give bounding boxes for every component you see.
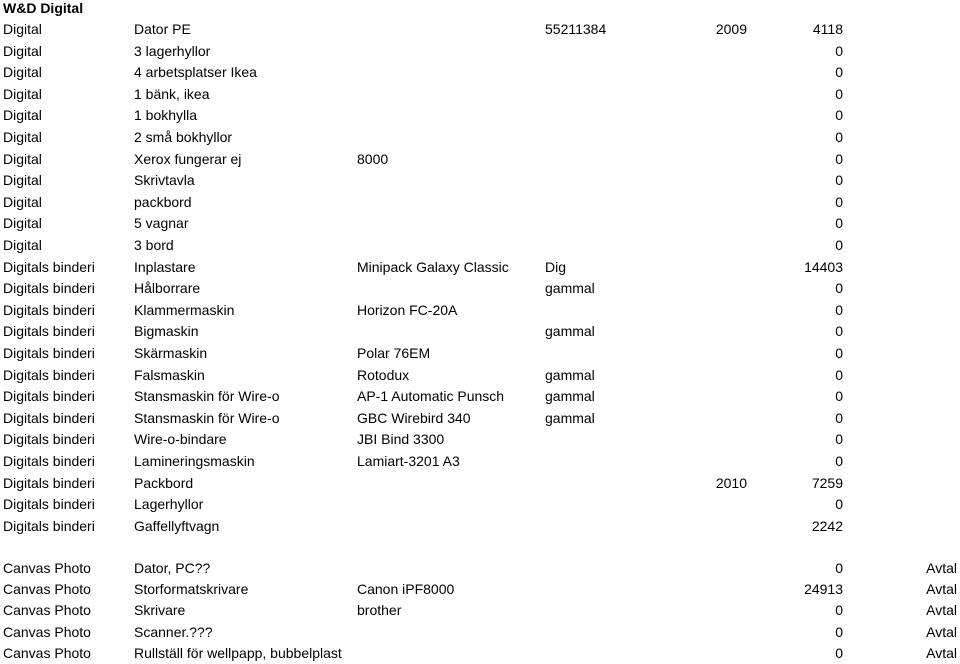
table-row bbox=[0, 301, 960, 319]
table-row bbox=[0, 430, 960, 448]
cell-department: Digitals binderi bbox=[3, 496, 95, 513]
cell-department: Digitals binderi bbox=[3, 345, 95, 361]
cell-year: 2010 bbox=[715, 474, 747, 491]
cell-value: 0 bbox=[835, 323, 843, 340]
cell-item: Skrivtavla bbox=[134, 172, 195, 189]
cell-value: 0 bbox=[835, 560, 843, 576]
cell-contract: Avtal bbox=[926, 602, 957, 619]
cell-value: 0 bbox=[835, 215, 843, 232]
table-row bbox=[0, 452, 960, 470]
cell-department: Digitals binderi bbox=[3, 409, 95, 426]
cell-item: packbord bbox=[134, 193, 192, 210]
cell-department: Digital bbox=[3, 42, 42, 59]
cell-value: 0 bbox=[835, 366, 843, 383]
cell-department: Digital bbox=[3, 172, 42, 189]
cell-serial-or-note: gammal bbox=[545, 323, 595, 340]
cell-department: Digitals binderi bbox=[3, 474, 95, 491]
table-row bbox=[0, 623, 960, 641]
cell-item: Scanner.??? bbox=[134, 623, 213, 640]
table-row bbox=[0, 344, 960, 362]
cell-item: Xerox fungerar ej bbox=[134, 150, 242, 167]
table-row bbox=[0, 236, 960, 254]
table-row bbox=[0, 63, 960, 81]
cell-item: 1 bänk, ikea bbox=[134, 85, 210, 102]
cell-item: Lamineringsmaskin bbox=[134, 453, 255, 469]
cell-serial-or-note: gammal bbox=[545, 366, 595, 383]
cell-item: Gaffellyftvagn bbox=[134, 517, 220, 534]
cell-department: Canvas Photo bbox=[3, 623, 91, 640]
cell-department: Digitals binderi bbox=[3, 431, 95, 448]
cell-item: Rullställ för wellpapp, bubbelplast bbox=[134, 644, 342, 661]
cell-value: 0 bbox=[835, 301, 843, 318]
table-row bbox=[0, 279, 960, 297]
cell-value: 0 bbox=[835, 172, 843, 189]
cell-model: Horizon FC-20A bbox=[357, 301, 458, 318]
cell-item: Packbord bbox=[134, 474, 194, 491]
cell-value: 0 bbox=[835, 623, 843, 640]
cell-item: Stansmaskin för Wire-o bbox=[134, 388, 280, 405]
cell-value: 0 bbox=[835, 644, 843, 661]
cell-department: Digital bbox=[3, 150, 42, 167]
cell-model: Lamiart-3201 A3 bbox=[357, 453, 460, 469]
table-row bbox=[0, 171, 960, 189]
table-row bbox=[0, 644, 960, 662]
cell-department: Digitals binderi bbox=[3, 517, 95, 534]
cell-model: JBI Bind 3300 bbox=[357, 431, 445, 448]
cell-item: 5 vagnar bbox=[134, 215, 189, 232]
cell-value: 0 bbox=[835, 64, 843, 81]
cell-value: 0 bbox=[835, 453, 843, 469]
cell-value: 7259 bbox=[811, 474, 843, 491]
cell-department: Digitals binderi bbox=[3, 453, 95, 469]
cell-model: brother bbox=[357, 602, 402, 619]
cell-contract: Avtal bbox=[926, 623, 957, 640]
cell-serial-or-note: Dig bbox=[545, 258, 567, 275]
cell-value: 0 bbox=[835, 42, 843, 59]
cell-department: Digitals binderi bbox=[3, 280, 95, 297]
table-row bbox=[0, 366, 960, 384]
table-row bbox=[0, 193, 960, 211]
cell-value: 0 bbox=[835, 150, 843, 167]
document-title: W&D Digital bbox=[3, 0, 84, 16]
cell-item: Storformatskrivare bbox=[134, 581, 249, 598]
table-row bbox=[0, 495, 960, 513]
cell-contract: Avtal bbox=[926, 560, 957, 576]
cell-serial-or-note: gammal bbox=[545, 409, 595, 426]
cell-department: Digital bbox=[3, 85, 42, 102]
cell-item: 4 arbetsplatser Ikea bbox=[134, 64, 257, 81]
cell-item: Wire-o-bindare bbox=[134, 431, 227, 448]
cell-value: 2242 bbox=[811, 517, 843, 534]
cell-department: Digitals binderi bbox=[3, 258, 95, 275]
cell-model: Rotodux bbox=[357, 366, 410, 383]
table-row bbox=[0, 517, 960, 535]
cell-department: Digital bbox=[3, 129, 42, 145]
cell-item: 1 bokhylla bbox=[134, 107, 198, 124]
table-row bbox=[0, 258, 960, 276]
cell-department: Digitals binderi bbox=[3, 388, 95, 405]
cell-item: 3 lagerhyllor bbox=[134, 42, 211, 59]
table-row bbox=[0, 106, 960, 124]
cell-value: 0 bbox=[835, 409, 843, 426]
cell-department: Canvas Photo bbox=[3, 644, 91, 661]
cell-item: Dator PE bbox=[134, 21, 191, 37]
cell-item: Skärmaskin bbox=[134, 345, 208, 361]
cell-department: Digital bbox=[3, 193, 42, 210]
cell-department: Digital bbox=[3, 107, 42, 124]
cell-serial-or-note: gammal bbox=[545, 280, 595, 297]
cell-value: 4118 bbox=[812, 21, 843, 37]
table-row bbox=[0, 42, 960, 60]
cell-department: Digital bbox=[3, 64, 42, 81]
cell-department: Digital bbox=[3, 21, 42, 37]
cell-model: AP-1 Automatic Punsch bbox=[357, 388, 505, 405]
cell-value: 24913 bbox=[804, 581, 843, 598]
cell-item: Lagerhyllor bbox=[134, 496, 204, 513]
table-row bbox=[0, 128, 960, 146]
table-row bbox=[0, 20, 960, 38]
cell-model: Minipack Galaxy Classic bbox=[357, 258, 509, 275]
cell-value: 0 bbox=[835, 388, 843, 405]
cell-value: 0 bbox=[835, 237, 843, 253]
cell-model: Polar 76EM bbox=[357, 345, 431, 361]
cell-item: Skrivare bbox=[134, 602, 186, 619]
cell-item: Stansmaskin för Wire-o bbox=[134, 409, 280, 426]
cell-department: Digital bbox=[3, 237, 42, 253]
cell-department: Canvas Photo bbox=[3, 560, 91, 576]
table-row bbox=[0, 474, 960, 492]
cell-department: Digital bbox=[3, 215, 42, 232]
cell-item: Bigmaskin bbox=[134, 323, 199, 340]
cell-value: 0 bbox=[835, 280, 843, 297]
cell-value: 0 bbox=[835, 85, 843, 102]
cell-contract: Avtal bbox=[926, 644, 957, 661]
cell-value: 14403 bbox=[804, 258, 843, 275]
cell-item: Klammermaskin bbox=[134, 301, 235, 318]
table-row bbox=[0, 580, 960, 598]
table-row bbox=[0, 559, 960, 577]
cell-item: 2 små bokhyllor bbox=[134, 129, 233, 145]
cell-value: 0 bbox=[835, 129, 843, 145]
cell-model: Canon iPF8000 bbox=[357, 581, 455, 598]
cell-serial-or-note: gammal bbox=[545, 388, 595, 405]
table-row bbox=[0, 322, 960, 340]
cell-item: Falsmaskin bbox=[134, 366, 205, 383]
cell-department: Canvas Photo bbox=[3, 581, 91, 598]
cell-value: 0 bbox=[835, 602, 843, 619]
cell-department: Canvas Photo bbox=[3, 602, 91, 619]
cell-item: Inplastare bbox=[134, 258, 196, 275]
table-row bbox=[0, 150, 960, 168]
cell-value: 0 bbox=[835, 345, 843, 361]
cell-item: 3 bord bbox=[134, 237, 174, 253]
cell-contract: Avtal bbox=[926, 581, 957, 598]
table-row bbox=[0, 409, 960, 427]
table-row bbox=[0, 387, 960, 405]
cell-department: Digitals binderi bbox=[3, 366, 95, 383]
cell-serial-or-note: 55211384 bbox=[545, 21, 607, 37]
cell-model: 8000 bbox=[357, 150, 389, 167]
cell-department: Digitals binderi bbox=[3, 301, 95, 318]
cell-model: GBC Wirebird 340 bbox=[357, 409, 471, 426]
cell-value: 0 bbox=[835, 431, 843, 448]
table-row bbox=[0, 85, 960, 103]
cell-value: 0 bbox=[835, 496, 843, 513]
cell-value: 0 bbox=[835, 193, 843, 210]
table-row bbox=[0, 214, 960, 232]
cell-item: Hålborrare bbox=[134, 280, 201, 297]
table-row bbox=[0, 601, 960, 619]
cell-year: 2009 bbox=[715, 21, 747, 37]
cell-department: Digitals binderi bbox=[3, 323, 95, 340]
cell-item: Dator, PC?? bbox=[134, 560, 211, 576]
cell-value: 0 bbox=[835, 107, 843, 124]
